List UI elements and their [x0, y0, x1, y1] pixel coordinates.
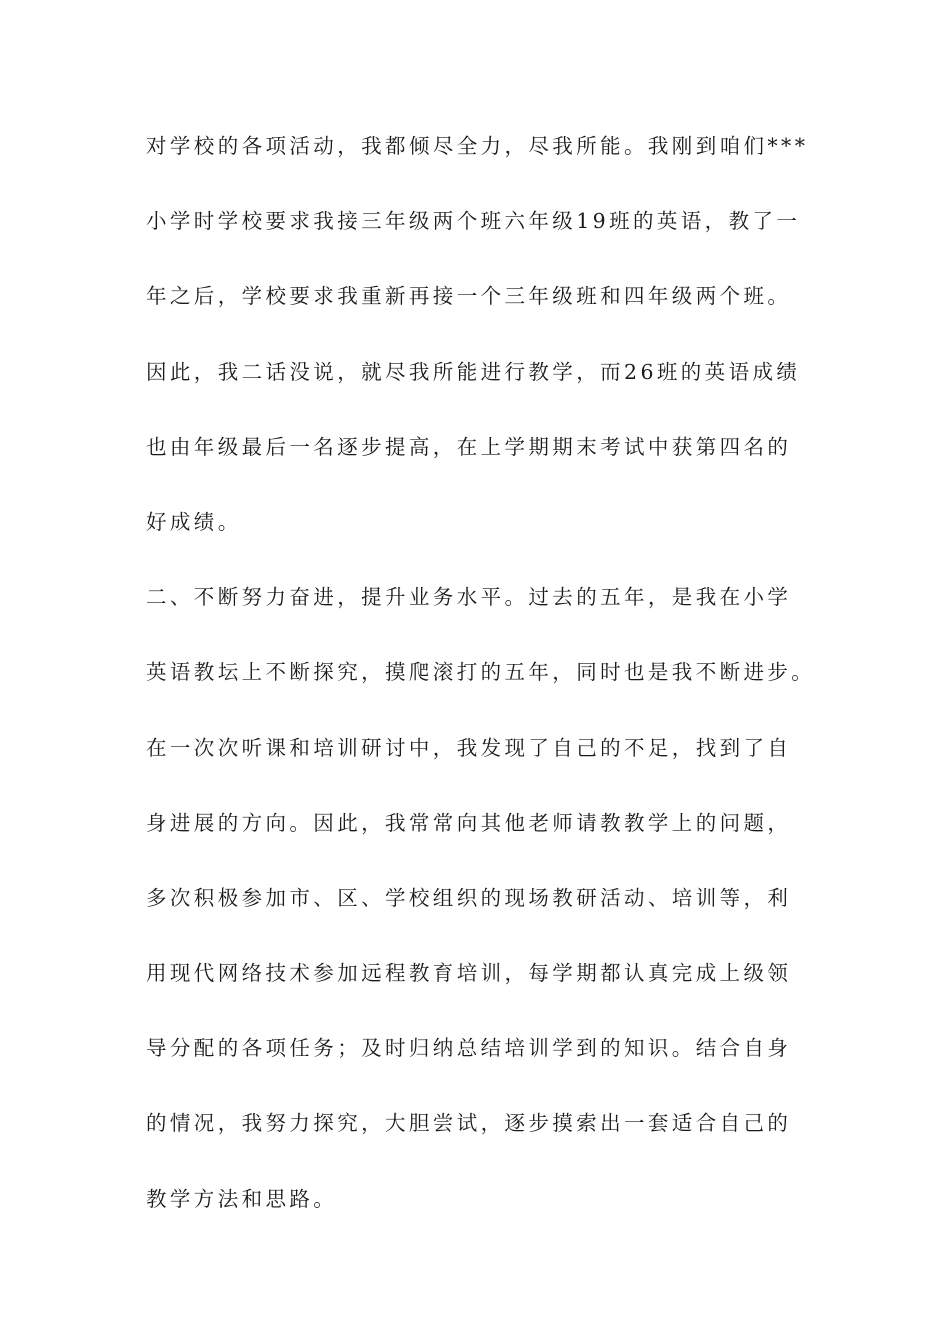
text-line: 小学时学校要求我接三年级两个班六年级19班的英语，教了一: [146, 209, 801, 234]
text-line: 因此，我二话没说，就尽我所能进行教学，而26班的英语成绩: [146, 359, 801, 384]
text-line: 身进展的方向。因此，我常常向其他老师请教教学上的问题，: [146, 810, 792, 835]
text-line: 多次积极参加市、区、学校组织的现场教研活动、培训等，利: [146, 885, 792, 910]
text-line: 英语教坛上不断探究，摸爬滚打的五年，同时也是我不断进步。: [146, 660, 816, 685]
section-heading-line: 二、不断努力奋进，提升业务水平。过去的五年，是我在小学: [146, 585, 792, 610]
text-line: 对学校的各项活动，我都倾尽全力，尽我所能。我刚到咱们***: [146, 134, 809, 158]
text-line: 导分配的各项任务；及时归纳总结培训学到的知识。结合自身: [146, 1036, 792, 1061]
text-line: 用现代网络技术参加远程教育培训，每学期都认真完成上级领: [146, 961, 792, 986]
text-line: 年之后，学校要求我重新再接一个三年级班和四年级两个班。: [146, 284, 792, 309]
text-line: 教学方法和思路。: [146, 1186, 338, 1211]
text-line: 好成绩。: [146, 509, 242, 534]
body-text: [146, 131, 818, 1259]
text-line: 也由年级最后一名逐步提高，在上学期期末考试中获第四名的: [146, 434, 792, 459]
text-line: 在一次次听课和培训研讨中，我发现了自己的不足，找到了自: [146, 735, 792, 760]
text-line: 的情况，我努力探究，大胆尝试，逐步摸索出一套适合自己的: [146, 1111, 792, 1136]
